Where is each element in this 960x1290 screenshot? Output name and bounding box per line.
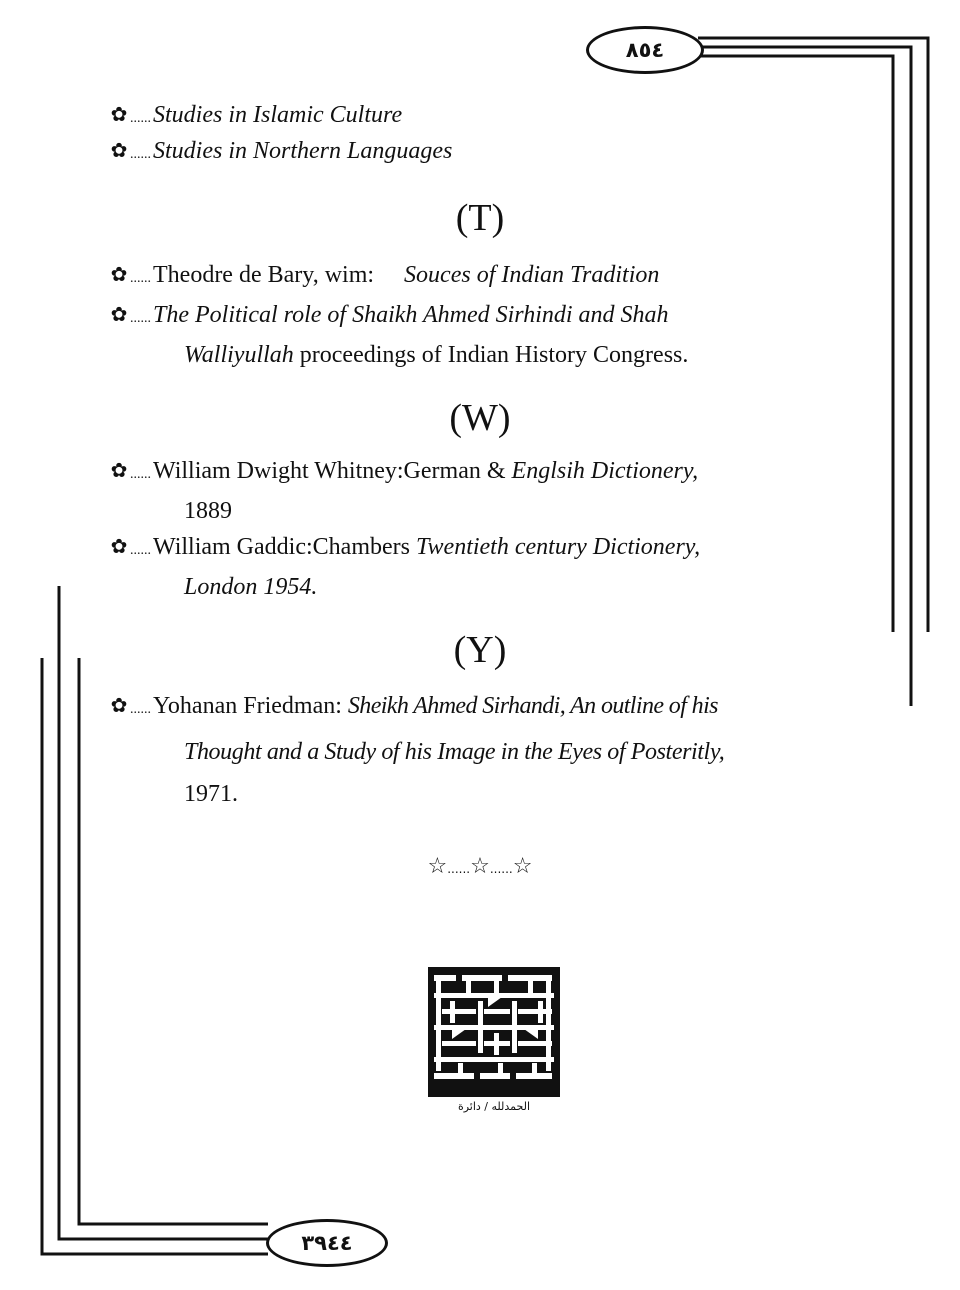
entry-title: Studies in Northern Languages: [153, 138, 453, 164]
star-icon: ☆: [512, 854, 533, 879]
flower-bullet-icon: ✿: [110, 138, 128, 162]
bib-entry-whitney: ✿ ......William Dwight Whitney:German & Englsih Dictionery, 1889: [108, 452, 860, 529]
flower-bullet-icon: ✿: [110, 693, 128, 717]
bib-entry-de-bary: ✿ ......Theodre de Bary, wim: Souces of Indian Tradition: [108, 256, 860, 297]
entry-author: Theodre de Bary, wim:: [153, 262, 375, 288]
flower-bullet-icon: ✿: [110, 102, 128, 126]
bib-entry-political-role: ✿ ......The Political role of Shaikh Ahmed Sirhindi and Shah Walliyullah proceedings of Indian History Congress.: [108, 296, 860, 373]
entry-author: Yohanan Friedman:: [153, 693, 348, 719]
page-number-top: ٨٥٤: [586, 26, 704, 74]
entry-author: William Gaddic:Chambers: [153, 534, 416, 560]
entry-year: 1889: [184, 498, 232, 524]
entry-title: Souces of Indian Tradition: [404, 262, 660, 288]
entry-title: Twentieth century Dictionery,: [415, 534, 701, 560]
entry-title: Englsih Dictionery,: [511, 458, 699, 484]
square-kufic-calligraphy: [428, 967, 560, 1097]
entry-year: 1971.: [184, 781, 238, 807]
entry-title: Studies in Islamic Culture: [153, 102, 403, 128]
flower-bullet-icon: ✿: [110, 262, 128, 286]
page-number-bottom: ٣٩٤٤: [266, 1219, 388, 1267]
kufic-caption: الحمدلله / دائرة: [457, 1100, 531, 1113]
entry-author: William Dwight Whitney:German &: [153, 458, 512, 484]
flower-bullet-icon: ✿: [110, 458, 128, 482]
entry-title: Sheikh Ahmed Sirhandi, An outline of his: [347, 693, 718, 719]
flower-bullet-icon: ✿: [110, 534, 128, 558]
bib-entry-gaddic: ✿ ......William Gaddic:Chambers Twentieth century Dictionery, London 1954.: [108, 528, 860, 605]
entry-title: The Political role of Shaikh Ahmed Sirhindi and Shah: [153, 302, 669, 328]
star-icon: ☆: [470, 854, 490, 879]
entry-title-cont: Walliyullah: [184, 342, 294, 368]
flower-bullet-icon: ✿: [110, 302, 128, 326]
bib-entry-northern-languages: ✿ ......Studies in Northern Languages: [108, 132, 860, 173]
entry-publication: proceedings of Indian History Congress.: [293, 342, 689, 368]
bib-entry-friedman: ✿ ......Yohanan Friedman: Sheikh Ahmed Sirhandi, An outline of his Thought and a Study of his Image in the Eyes of Posteritly, 1971.: [108, 684, 860, 815]
section-heading-t: (T): [455, 197, 505, 239]
entry-title-cont: Thought and a Study of his Image in the Eyes of Posteritly,: [184, 739, 725, 765]
bib-entry-islamic-culture: ✿ ......Studies in Islamic Culture: [108, 96, 860, 137]
star-ornament: ☆......☆......☆: [427, 854, 533, 879]
section-heading-w: (W): [449, 397, 511, 439]
entry-place: London 1954.: [184, 574, 318, 600]
section-heading-y: (Y): [453, 629, 507, 671]
star-icon: ☆: [427, 854, 448, 879]
